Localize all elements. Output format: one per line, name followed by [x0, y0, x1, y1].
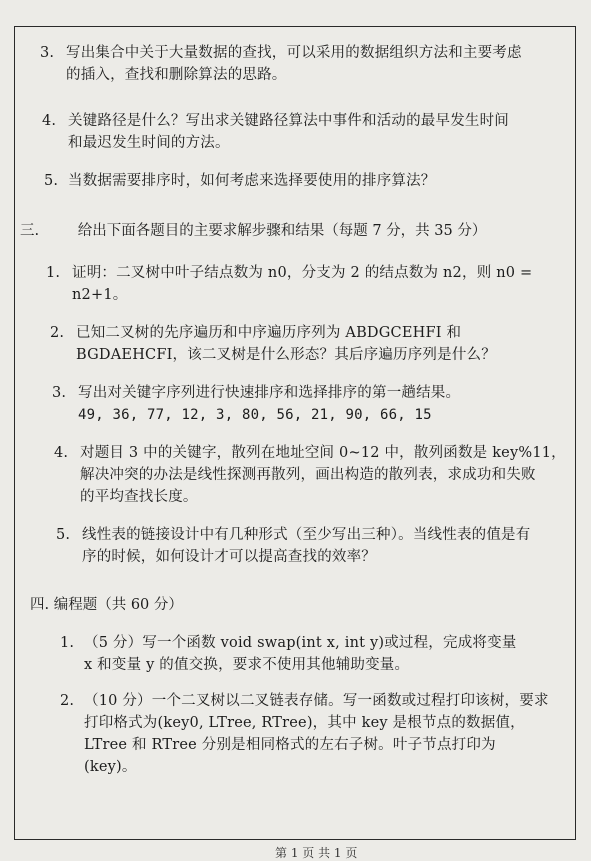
question-text: 线性表的链接设计中有几种形式（至少写出三种）。当线性表的值是有: [82, 527, 531, 543]
section4-heading: 四. 编程题（共 60 分）: [30, 597, 183, 613]
question-text: 打印格式为(key0, LTree, RTree)，其中 key 是根节点的数据值，: [84, 715, 525, 731]
question-s4-1: [60, 632, 578, 676]
question-text: 解决冲突的办法是线性探测再散列，画出构造的散列表，求成功和失败: [80, 467, 536, 483]
section3-heading: [20, 220, 486, 242]
question-number: 4.: [54, 445, 69, 461]
question-number: 5.: [56, 527, 71, 543]
question-text: （5 分）写一个函数 void swap(int x, int y)或过程，完成将变量: [84, 635, 517, 651]
question-s4-2: [60, 690, 578, 778]
question-text: （10 分）一个二叉树以二叉链表存储。写一函数或过程打印该树，要求: [84, 693, 549, 709]
question-number: 1.: [46, 265, 61, 281]
question-text: 证明：二叉树中叶子结点数为 n0，分支为 2 的结点数为 n2，则 n0 =: [72, 265, 533, 281]
question-text: 写出集合中关于大量数据的查找，可以采用的数据组织方法和主要考虑: [66, 45, 522, 61]
question-number: 3.: [40, 45, 55, 61]
question-text: 序的时候，如何设计才可以提高查找的效率？: [82, 549, 376, 565]
question-s3-1: [46, 262, 578, 306]
question-number: 2.: [50, 325, 65, 341]
question-s2-5: [44, 170, 574, 192]
question-number: 2.: [60, 693, 75, 709]
question-s3-3: [52, 382, 578, 426]
question-s3-4: [54, 442, 578, 508]
section3-title: 给出下面各题目的主要求解步骤和结果（每题 7 分，共 35 分）: [77, 223, 487, 239]
question-text: 的插入，查找和删除算法的思路。: [66, 67, 287, 83]
page-footer: 第 1 页 共 1 页: [275, 846, 358, 860]
section3-label: 三.: [20, 223, 40, 239]
question-text: LTree 和 RTree 分别是相同格式的左右子树。叶子节点打印为: [84, 737, 496, 753]
question-text: 关键路径是什么？写出求关键路径算法中事件和活动的最早发生时间: [68, 113, 509, 129]
question-number: 3.: [52, 385, 67, 401]
question-s3-5: [56, 524, 578, 568]
question-text: 当数据需要排序时，如何考虑来选择要使用的排序算法？: [68, 173, 436, 189]
question-text: 的平均查找长度。: [80, 489, 198, 505]
question-text: x 和变量 y 的值交换，要求不使用其他辅助变量。: [84, 657, 410, 673]
question-text: 对题目 3 中的关键字，散列在地址空间 0~12 中，散列函数是 key%11，: [80, 445, 566, 461]
question-text: n2+1。: [72, 287, 128, 303]
question-s2-4: [42, 110, 572, 154]
question-number: 4.: [42, 113, 57, 129]
question-text: (key)。: [84, 759, 137, 775]
key-sequence: 49, 36, 77, 12, 3, 80, 56, 21, 90, 66, 15: [78, 407, 432, 423]
question-text: 已知二叉树的先序遍历和中序遍历序列为 ABDGCEHFI 和: [76, 325, 462, 341]
question-text: 和最迟发生时间的方法。: [68, 135, 230, 151]
question-number: 1.: [60, 635, 75, 651]
question-text: 写出对关键字序列进行快速排序和选择排序的第一趟结果。: [78, 385, 461, 401]
question-s2-3: [40, 42, 570, 86]
question-number: 5.: [44, 173, 59, 189]
question-text: BGDAEHCFI，该二叉树是什么形态？其后序遍历序列是什么？: [76, 347, 496, 363]
question-s3-2: [50, 322, 578, 366]
